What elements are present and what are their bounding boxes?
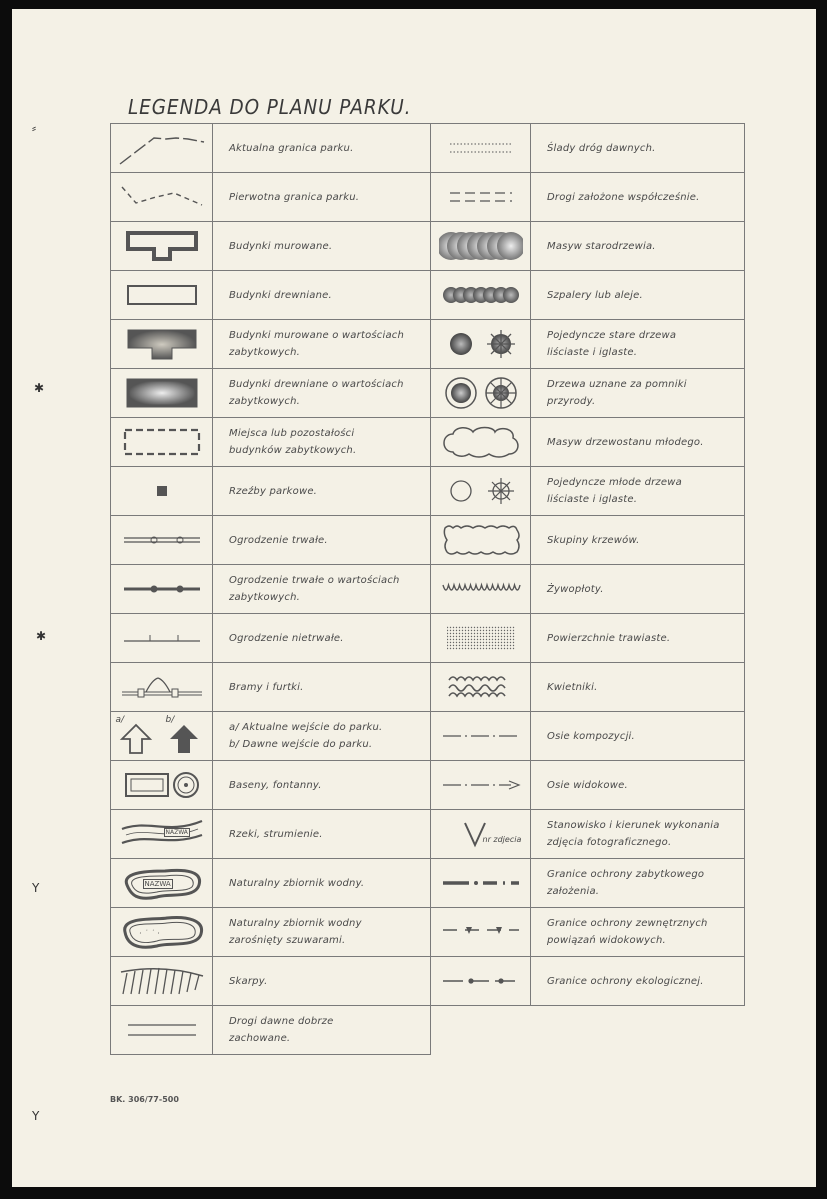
legend-label-line: Szpalery lub aleje. <box>547 289 643 301</box>
original-park-boundary-icon <box>111 181 212 213</box>
legend-label-cell <box>531 418 745 467</box>
legend-label-line: Miejsca lub pozostałości <box>229 428 355 439</box>
heritage-protection-icon <box>431 876 530 890</box>
legend-label-cell <box>531 320 745 369</box>
legend-label-line: Masyw drzewostanu młodego. <box>547 436 704 448</box>
legend-symbol-cell <box>111 859 213 908</box>
legend-symbol-cell <box>431 320 531 369</box>
legend-label-line: zabytkowych. <box>229 347 300 358</box>
legend-label-line: Granice ochrony ekologicznej. <box>547 975 704 987</box>
legend-row <box>111 957 431 1006</box>
legend-label-line: budynków zabytkowych. <box>229 445 357 456</box>
current-park-boundary-icon <box>111 128 212 168</box>
pool-fountain-icon <box>111 769 212 801</box>
legend-label-cell <box>531 271 745 320</box>
ecological-protection-icon <box>431 974 530 988</box>
brick-building-icon <box>111 229 212 263</box>
legend-label-line: Aktualna granica parku. <box>229 142 354 154</box>
legend-label-line: Osie kompozycji. <box>547 730 635 742</box>
legend-label-cell <box>531 369 745 418</box>
legend-row <box>111 271 431 320</box>
legend-row <box>431 663 745 712</box>
legend-label-line: Pojedyncze młode drzewa <box>547 477 682 488</box>
legend-row <box>431 614 745 663</box>
legend-row <box>431 859 745 908</box>
legend-label-cell <box>213 712 431 761</box>
legend-label-cell <box>213 1006 431 1055</box>
composition-axis-icon <box>431 729 530 743</box>
legend-label-line: Kwietniki. <box>547 681 598 693</box>
legend-symbol-cell <box>431 712 531 761</box>
legend-label-line: zdjęcia fotograficznego. <box>547 837 672 848</box>
legend-label-cell <box>531 516 745 565</box>
legend-label-line: założenia. <box>547 886 600 897</box>
legend-label-cell <box>531 908 745 957</box>
legend-label-line: zarośnięty szuwarami. <box>229 935 346 946</box>
legend-row <box>111 516 431 565</box>
legend-row <box>431 712 745 761</box>
legend-label-cell <box>531 810 745 859</box>
punch-mark-icon: ✱ <box>34 381 45 395</box>
legend-label-line: Ogrodzenie trwałe. <box>229 534 328 546</box>
legend-symbol-cell <box>431 369 531 418</box>
legend-label-cell <box>213 761 431 810</box>
young-single-trees-icon <box>431 476 530 506</box>
legend-label-cell <box>213 173 431 222</box>
legend-row <box>111 418 431 467</box>
river-name-tag: NAZWA <box>165 829 188 836</box>
legend-symbol-cell <box>431 173 531 222</box>
shrub-groups-icon <box>431 522 530 558</box>
legend-symbol-cell <box>431 761 531 810</box>
historic-fence-icon <box>111 582 212 596</box>
legend-symbol-cell <box>111 663 213 712</box>
legend-label-cell <box>531 957 745 1006</box>
page-title: LEGENDA DO PLANU PARKU. <box>128 95 412 119</box>
legend-label-line: Naturalny zbiornik wodny. <box>229 877 365 889</box>
external-links-protection-icon <box>431 924 530 940</box>
legend-table-right <box>430 123 745 1006</box>
legend-label-line: powiązań widokowych. <box>547 935 666 946</box>
legend-label-cell <box>213 369 431 418</box>
legend-row <box>431 761 745 810</box>
legend-row <box>111 761 431 810</box>
legend-row <box>431 222 745 271</box>
legend-label-line: Baseny, fontanny. <box>229 779 322 791</box>
legend-label-cell <box>213 859 431 908</box>
alley-icon <box>431 283 530 307</box>
legend-symbol-cell <box>431 957 531 1006</box>
legend-row <box>431 271 745 320</box>
svg-text:· ˙ ˙ ·: · ˙ ˙ · <box>138 929 160 938</box>
legend-symbol-cell <box>431 418 531 467</box>
photo-position-icon <box>461 819 491 849</box>
legend-label-cell <box>531 124 745 173</box>
legend-label-line: zabytkowych. <box>229 396 300 407</box>
legend-row <box>111 565 431 614</box>
pond-name-tag: NAZWA <box>144 880 171 888</box>
legend-label-line: przyrody. <box>547 396 596 407</box>
legend-label-line: Budynki drewniane o wartościach <box>229 379 404 390</box>
legend-row <box>431 124 745 173</box>
punch-mark-icon: Y <box>32 881 40 895</box>
legend-row <box>111 222 431 271</box>
legend-row <box>111 369 431 418</box>
building-remains-icon <box>111 425 212 459</box>
punch-mark-icon: ⸗ <box>32 121 36 135</box>
legend-label-cell <box>213 320 431 369</box>
legend-label-cell <box>531 614 745 663</box>
legend-symbol-cell <box>111 173 213 222</box>
legend-label-cell <box>213 908 431 957</box>
legend-row <box>431 908 745 957</box>
legend-row <box>431 173 745 222</box>
legend-label-cell <box>213 565 431 614</box>
legend-row <box>431 369 745 418</box>
gates-icon <box>111 674 212 700</box>
legend-row <box>431 418 745 467</box>
legend-table-left <box>110 123 431 1055</box>
legend-label-line: Osie widokowe. <box>547 779 628 791</box>
legend-row <box>111 467 431 516</box>
river-icon <box>118 817 206 851</box>
temporary-fence-icon <box>111 631 212 645</box>
legend-label-line: zachowane. <box>229 1033 291 1044</box>
legend-row <box>111 859 431 908</box>
legend-symbol-cell <box>111 761 213 810</box>
legend-symbol-cell <box>111 124 213 173</box>
lawn-icon <box>431 623 530 653</box>
legend-symbol-cell <box>431 516 531 565</box>
photo-number-tag: nr zdjecia <box>482 835 522 844</box>
legend-symbol-cell <box>431 271 531 320</box>
legend-symbol-cell <box>111 614 213 663</box>
legend-sheet <box>12 9 816 1187</box>
permanent-fence-icon <box>111 533 212 547</box>
legend-symbol-cell <box>111 565 213 614</box>
legend-symbol-cell <box>431 124 531 173</box>
legend-label-line: Pojedyncze stare drzewa <box>547 330 677 341</box>
historic-wooden-building-icon <box>111 376 212 410</box>
legend-row <box>111 908 431 957</box>
legend-label-line: Bramy i furtki. <box>229 681 304 693</box>
legend-label-line: Masyw starodrzewia. <box>547 240 656 252</box>
legend-label-cell <box>213 957 431 1006</box>
legend-label-line: zabytkowych. <box>229 592 300 603</box>
punch-mark-icon: Y <box>32 1109 40 1123</box>
old-roads-icon <box>111 1020 212 1040</box>
legend-label-line: liściaste i iglaste. <box>547 347 638 358</box>
legend-symbol-cell <box>431 614 531 663</box>
legend-row <box>111 810 431 859</box>
legend-symbol-cell <box>431 810 531 859</box>
legend-symbol-cell <box>111 516 213 565</box>
legend-label-line: Ślady dróg dawnych. <box>547 142 656 154</box>
legend-label-cell <box>213 614 431 663</box>
legend-label-line: Drogi założone współcześnie. <box>547 191 700 203</box>
legend-label-cell <box>531 663 745 712</box>
legend-label-cell <box>213 418 431 467</box>
legend-label-cell <box>531 222 745 271</box>
legend-symbol-cell <box>111 369 213 418</box>
flowerbeds-icon <box>431 672 530 702</box>
legend-symbol-cell <box>111 222 213 271</box>
legend-row <box>111 1006 431 1055</box>
legend-row <box>111 614 431 663</box>
legend-label-line: Powierzchnie trawiaste. <box>547 632 671 644</box>
legend-row <box>111 320 431 369</box>
historic-brick-building-icon <box>111 326 212 362</box>
legend-label-line: Skupiny krzewów. <box>547 534 640 546</box>
legend-label-line: Stanowisko i kierunek wykonania <box>547 820 720 831</box>
legend-symbol-cell <box>431 859 531 908</box>
wooden-building-icon <box>111 282 212 308</box>
legend-symbol-cell <box>431 908 531 957</box>
legend-label-line: Drzewa uznane za pomniki <box>547 379 687 390</box>
legend-symbol-cell <box>111 418 213 467</box>
legend-label-line: Ogrodzenie trwałe o wartościach <box>229 575 400 586</box>
legend-row <box>431 565 745 614</box>
monument-trees-icon <box>431 376 530 410</box>
legend-symbol-cell <box>431 222 531 271</box>
old-single-trees-icon <box>431 329 530 359</box>
legend-label-line: Naturalny zbiornik wodny <box>229 918 362 929</box>
young-stand-icon <box>431 424 530 460</box>
legend-label-line: Granice ochrony zabytkowego <box>547 869 705 880</box>
legend-symbol-cell <box>111 320 213 369</box>
legend-row <box>431 467 745 516</box>
entrance-label-b: b/ <box>165 715 175 725</box>
legend-label-cell <box>531 565 745 614</box>
legend-row <box>431 320 745 369</box>
legend-label-cell <box>531 712 745 761</box>
legend-label-line: b/ Dawne wejście do parku. <box>229 739 373 750</box>
legend-label-cell <box>213 810 431 859</box>
overgrown-pond-icon <box>111 912 212 952</box>
legend-label-cell <box>531 761 745 810</box>
legend-symbol-cell <box>431 663 531 712</box>
legend-label-line: Budynki murowane. <box>229 240 333 252</box>
sculpture-icon <box>111 481 212 501</box>
legend-symbol-cell <box>111 810 213 859</box>
legend-row <box>111 663 431 712</box>
escarpment-icon <box>111 964 212 998</box>
legend-label-line: liściaste i iglaste. <box>547 494 638 505</box>
legend-symbol-cell <box>111 908 213 957</box>
view-axis-icon <box>431 778 530 792</box>
legend-symbol-cell <box>111 712 213 761</box>
legend-label-line: Skarpy. <box>229 975 268 987</box>
legend-symbol-cell <box>111 467 213 516</box>
legend-row <box>431 957 745 1006</box>
print-reference: BK. 306/77-500 <box>110 1095 179 1104</box>
legend-label-line: Żywopłoty. <box>547 583 604 595</box>
legend-label-cell <box>213 222 431 271</box>
legend-label-line: Drogi dawne dobrze <box>229 1016 334 1027</box>
legend-label-cell <box>213 124 431 173</box>
legend-symbol-cell <box>111 957 213 1006</box>
legend-label-cell <box>213 271 431 320</box>
legend-label-line: Budynki drewniane. <box>229 289 332 301</box>
entrance-arrows-icon <box>114 715 210 757</box>
legend-symbol-cell <box>431 565 531 614</box>
legend-row <box>431 810 745 859</box>
legend-label-cell <box>531 859 745 908</box>
legend-symbol-cell <box>111 271 213 320</box>
legend-label-cell <box>531 467 745 516</box>
modern-roads-icon <box>431 189 530 205</box>
legend-label-line: Rzeki, strumienie. <box>229 828 323 840</box>
legend-row <box>111 173 431 222</box>
hedges-icon <box>431 581 530 597</box>
legend-symbol-cell <box>111 1006 213 1055</box>
legend-row <box>111 124 431 173</box>
legend-symbol-cell <box>431 467 531 516</box>
legend-row <box>111 712 431 761</box>
legend-label-line: a/ Aktualne wejście do parku. <box>229 722 383 733</box>
legend-label-cell <box>213 663 431 712</box>
legend-label-line: Granice ochrony zewnętrznych <box>547 918 708 929</box>
old-stand-icon <box>431 228 530 264</box>
old-road-traces-icon <box>431 140 530 156</box>
legend-label-cell <box>531 173 745 222</box>
legend-label-line: Pierwotna granica parku. <box>229 191 360 203</box>
legend-row <box>431 516 745 565</box>
legend-label-line: Budynki murowane o wartościach <box>229 330 405 341</box>
legend-label-line: Ogrodzenie nietrwałe. <box>229 632 344 644</box>
entrance-label-a: a/ <box>115 715 125 725</box>
legend-label-cell <box>213 516 431 565</box>
legend-label-line: Rzeźby parkowe. <box>229 485 318 497</box>
punch-mark-icon: ✱ <box>36 629 47 643</box>
legend-label-cell <box>213 467 431 516</box>
